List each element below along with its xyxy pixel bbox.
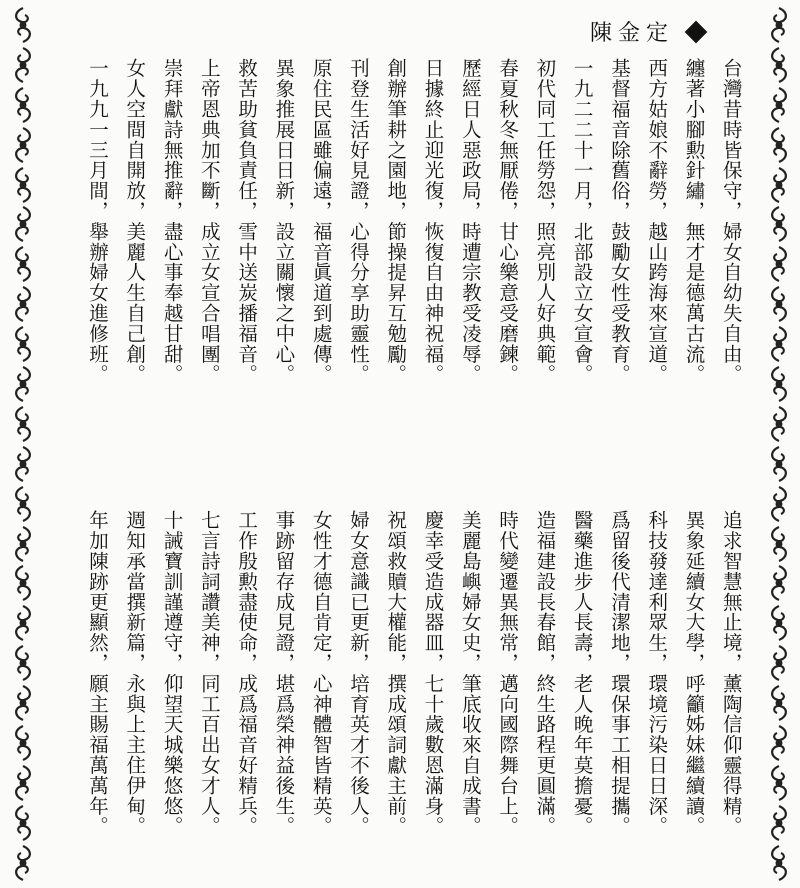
left-ornament-border: [6, 0, 40, 888]
lower-line-5: 醫藥進步人長壽，老人晚年莫擔憂。: [570, 510, 594, 837]
lower-line-15: 七言詩詞讚美神，同工百出女才人。: [197, 510, 221, 837]
scroll-ornament-icon: [8, 126, 38, 164]
scroll-ornament-icon: [764, 86, 794, 124]
scroll-ornament-icon: [8, 844, 38, 882]
scroll-ornament-icon: [764, 445, 794, 483]
scroll-ornament-icon: [8, 485, 38, 523]
upper-line-14: 救苦助貧負責任，雪中送炭播福音。: [235, 58, 259, 385]
scroll-ornament-icon: [8, 365, 38, 403]
upper-line-13: 異象推展日日新，設立關懷之中心。: [272, 58, 296, 385]
scroll-ornament-icon: [764, 485, 794, 523]
scroll-ornament-icon: [764, 245, 794, 283]
scroll-ornament-icon: [8, 166, 38, 204]
scroll-ornament-icon: [8, 644, 38, 682]
scroll-ornament-icon: [764, 684, 794, 722]
scroll-ornament-icon: [8, 445, 38, 483]
lower-line-6: 造福建設長春館，終生路程更圓滿。: [533, 510, 557, 837]
scroll-ornament-icon: [764, 844, 794, 882]
scroll-ornament-icon: [764, 365, 794, 403]
scroll-ornament-icon: [764, 6, 794, 44]
scroll-ornament-icon: [8, 804, 38, 842]
scroll-ornament-icon: [764, 604, 794, 642]
upper-line-12: 原住民區雖偏遠，福音眞道到處傳。: [309, 58, 333, 385]
right-ornament-border: [762, 0, 796, 888]
lower-line-8: 美麗島嶼婦女史，筆底收來自成書。: [458, 510, 482, 837]
diamond-icon: [685, 20, 708, 43]
scroll-ornament-icon: [8, 245, 38, 283]
scroll-ornament-icon: [764, 325, 794, 363]
lower-line-7: 時代變遷異無常，邁向國際舞台上。: [496, 510, 520, 837]
upper-line-6: 初代同工任勞怨，照亮別人好典範。: [533, 58, 557, 385]
upper-line-10: 創辦筆耕之園地，節操提昇互勉勵。: [384, 58, 408, 385]
upper-line-16: 崇拜獻詩無推辭，盡心事奉越甘甜。: [160, 58, 184, 385]
scroll-ornament-icon: [764, 205, 794, 243]
upper-line-15: 上帝恩典加不斷，成立女宣合唱團。: [197, 58, 221, 385]
scroll-ornament-icon: [764, 405, 794, 443]
lower-line-3: 科技發達利眾生，環境污染日日深。: [645, 510, 669, 837]
scroll-ornament-icon: [764, 46, 794, 84]
scroll-ornament-icon: [764, 285, 794, 323]
scroll-ornament-icon: [8, 86, 38, 124]
upper-line-2: 纏著小腳勲針繡，無才是德萬古流。: [682, 58, 706, 385]
scroll-ornament-icon: [764, 564, 794, 602]
scroll-ornament-icon: [764, 644, 794, 682]
upper-line-7: 春夏秋冬無厭倦，甘心樂意受磨鍊。: [496, 58, 520, 385]
upper-line-17: 女人空間自開放，美麗人生自己創。: [123, 58, 147, 385]
lower-line-11: 婦女意識已更新，培育英才不後人。: [346, 510, 370, 837]
scroll-ornament-icon: [764, 525, 794, 563]
scroll-ornament-icon: [764, 126, 794, 164]
lower-line-10: 祝頌救贖大權能，撰成頌詞獻主前。: [384, 510, 408, 837]
lower-line-18: 年加陳跡更顯然，願主賜福萬萬年。: [86, 510, 109, 837]
lower-line-12: 女性才德自肯定，心神體智皆精英。: [309, 510, 333, 837]
lower-line-1: 追求智慧無止境，薰陶信仰靈得精。: [719, 510, 743, 837]
scroll-ornament-icon: [8, 724, 38, 762]
scroll-ornament-icon: [8, 564, 38, 602]
upper-line-18: 一九九一三月間，舉辦婦女進修班。: [86, 58, 109, 385]
author-heading: [590, 16, 704, 47]
scroll-ornament-icon: [8, 205, 38, 243]
lower-line-4: 爲留後代清潔地，環保事工相提攜。: [607, 510, 631, 837]
upper-line-1: 台灣昔時皆保守，婦女自幼失自由。: [719, 58, 743, 385]
upper-line-4: 基督福音除舊俗，鼓勵女性受教育。: [607, 58, 631, 385]
lower-line-13: 事跡留存成見證，堪爲榮神益後生。: [272, 510, 296, 837]
scroll-ornament-icon: [764, 724, 794, 762]
upper-line-5: 一九二二十一月，北部設立女宣會。: [570, 58, 594, 385]
scroll-ornament-icon: [8, 604, 38, 642]
scroll-ornament-icon: [8, 684, 38, 722]
scroll-ornament-icon: [8, 405, 38, 443]
scroll-ornament-icon: [8, 525, 38, 563]
poem-upper-block: [80, 58, 748, 430]
author-name: 陳金定: [589, 21, 674, 46]
scroll-ornament-icon: [8, 325, 38, 363]
lower-line-14: 工作殷勲盡使命，成爲福音好精兵。: [235, 510, 259, 837]
poem-lower-block: [80, 510, 748, 880]
scroll-ornament-icon: [8, 764, 38, 802]
scroll-ornament-icon: [764, 764, 794, 802]
lower-line-17: 週知承當撰新篇，永與上主住伊甸。: [123, 510, 147, 837]
upper-line-9: 日據終止迎光復，恢復自由神祝福。: [421, 58, 445, 385]
upper-line-3: 西方姑娘不辭勞，越山跨海來宣道。: [645, 58, 669, 385]
lower-line-16: 十誡寶訓謹遵守，仰望天城樂悠悠。: [160, 510, 184, 837]
lower-line-9: 慶幸受造成器皿，七十歲數恩滿身。: [421, 510, 445, 837]
scroll-ornament-icon: [8, 285, 38, 323]
upper-line-11: 刊登生活好見證，心得分享助靈性。: [346, 58, 370, 385]
upper-line-8: 歷經日人惡政局，時遭宗教受凌辱。: [458, 58, 482, 385]
scroll-ornament-icon: [764, 804, 794, 842]
scroll-ornament-icon: [8, 46, 38, 84]
scroll-ornament-icon: [764, 166, 794, 204]
scroll-ornament-icon: [8, 6, 38, 44]
lower-line-2: 異象延續女大學，呼籲姊妹繼續讀。: [682, 510, 706, 837]
